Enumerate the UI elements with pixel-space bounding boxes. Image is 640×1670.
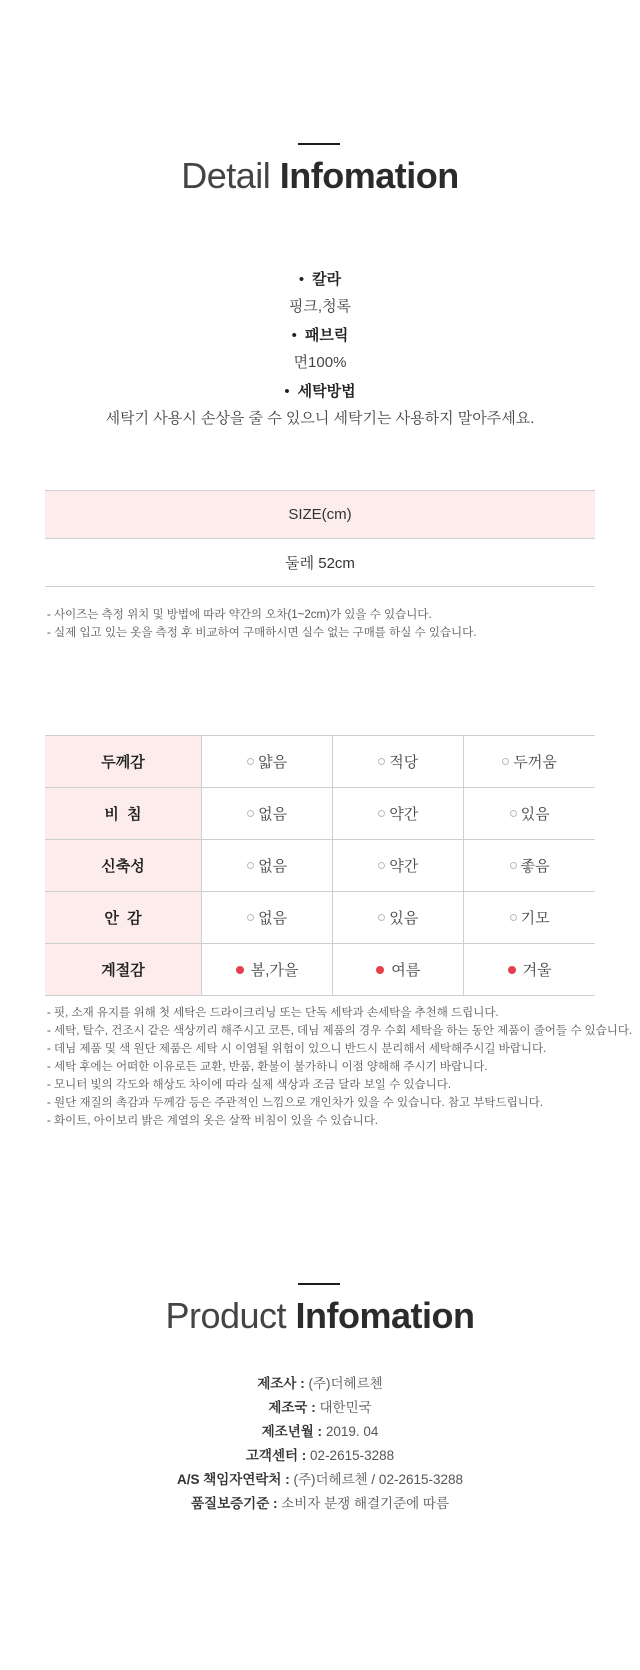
spec-value: 면100% <box>293 354 347 371</box>
spec-color <box>0 268 640 316</box>
attr-option: 겨울 <box>522 962 552 979</box>
attr-row-season <box>45 944 595 996</box>
spec-value: 세탁기 사용시 손상을 줄 수 있으니 세탁기는 사용하지 말아주세요. <box>105 410 535 427</box>
note-line: - 핏, 소재 유지를 위해 첫 세탁은 드라이크리닝 또는 단독 세탁과 손세탁을 추천해 드립니다. <box>47 1007 499 1019</box>
note-line: - 세탁, 탈수, 건조시 같은 색상끼리 해주시고 코튼, 데님 제품의 경우 수회 세탁을 하는 동안 제품이 줄어들 수 있습니다. <box>47 1025 633 1037</box>
attr-row-sheerness <box>45 788 595 840</box>
info-country <box>0 1396 640 1420</box>
spec-label: 패브릭 <box>304 327 349 344</box>
attr-row-thickness <box>45 736 595 788</box>
attr-option: 없음 <box>258 858 288 875</box>
attr-option: 없음 <box>258 910 288 927</box>
attr-option: 두꺼움 <box>513 754 557 771</box>
spec-fabric <box>0 324 640 372</box>
info-maker <box>0 1372 640 1396</box>
selected-dot-icon <box>236 966 244 974</box>
selected-dot-icon <box>376 966 384 974</box>
empty-circle-icon <box>378 862 385 869</box>
empty-circle-icon <box>502 758 509 765</box>
info-quality <box>0 1492 640 1516</box>
note-line: - 원단 재질의 촉감과 두께감 등은 주관적인 느낌으로 개인차가 있을 수 있습니다. 참고 부탁드립니다. <box>47 1097 544 1109</box>
attribute-table <box>45 735 595 996</box>
selected-dot-icon <box>508 966 516 974</box>
title-divider <box>298 143 340 145</box>
info-label: 품질보증기준 : <box>190 1496 278 1511</box>
attr-label: 신축성 <box>45 840 202 892</box>
attr-row-lining <box>45 892 595 944</box>
empty-circle-icon <box>247 810 254 817</box>
product-title-light: Product <box>165 1295 287 1336</box>
bullet-icon: • <box>298 271 305 288</box>
attr-option: 있음 <box>520 806 550 823</box>
info-value: 02-2615-3288 <box>310 1448 395 1463</box>
product-title <box>0 1295 640 1337</box>
info-label: 제조사 : <box>257 1376 305 1391</box>
attr-label: 비 침 <box>45 788 202 840</box>
info-value: 2019. 04 <box>325 1424 379 1439</box>
info-support <box>0 1444 640 1468</box>
attr-option: 적당 <box>389 754 419 771</box>
note-line: - 화이트, 아이보리 밝은 계열의 옷은 살짝 비침이 있을 수 있습니다. <box>47 1115 379 1127</box>
empty-circle-icon <box>378 810 385 817</box>
info-value: (주)더헤르첸 <box>308 1376 383 1391</box>
size-notes <box>47 606 607 642</box>
care-notes <box>47 1004 633 1130</box>
info-label: 고객센터 : <box>245 1448 307 1463</box>
attr-option: 약간 <box>389 806 419 823</box>
attr-option: 없음 <box>258 806 288 823</box>
size-value: 둘레 52cm <box>285 555 355 572</box>
empty-circle-icon <box>378 758 385 765</box>
attr-option: 좋음 <box>520 858 550 875</box>
product-info-list <box>0 1372 640 1516</box>
note-line: - 데님 제품 및 색 원단 제품은 세탁 시 이염될 위험이 있으니 반드시 분리해서 세탁해주시길 바랍니다. <box>47 1043 547 1055</box>
detail-title-bold: Infomation <box>279 155 459 196</box>
attr-option: 약간 <box>389 858 419 875</box>
info-label: A/S 책임자연락처 : <box>176 1472 290 1487</box>
spec-value: 핑크,청록 <box>288 298 352 315</box>
size-header-row <box>45 491 595 539</box>
size-value-row <box>45 539 595 587</box>
detail-title <box>0 155 640 197</box>
product-title-bold: Infomation <box>295 1295 475 1336</box>
bullet-icon: • <box>284 383 290 400</box>
info-date <box>0 1420 640 1444</box>
attr-option: 기모 <box>520 910 550 927</box>
info-as-contact <box>0 1468 640 1492</box>
detail-title-light: Detail <box>181 155 271 196</box>
empty-circle-icon <box>378 914 385 921</box>
attr-label: 안 감 <box>45 892 202 944</box>
empty-circle-icon <box>247 914 254 921</box>
empty-circle-icon <box>510 914 517 921</box>
empty-circle-icon <box>510 810 517 817</box>
info-value: (주)더헤르첸 / 02-2615-3288 <box>293 1472 464 1487</box>
attr-option: 있음 <box>389 910 419 927</box>
attr-label: 계절감 <box>45 944 202 996</box>
note-line: - 세탁 후에는 어떠한 이유로든 교환, 반품, 환불이 불가하니 이점 양해해 주시기 바랍니다. <box>47 1061 488 1073</box>
attr-option: 봄,가을 <box>250 962 299 979</box>
note-line: - 실제 입고 있는 옷을 측정 후 비교하여 구매하시면 실수 없는 구매를 하실 수 있습니다. <box>47 627 477 639</box>
info-label: 제조년월 : <box>261 1424 323 1439</box>
title-divider <box>298 1283 340 1285</box>
info-value: 대한민국 <box>319 1400 372 1415</box>
note-line: - 모니터 빛의 각도와 해상도 차이에 따라 실제 색상과 조금 달라 보일 수 있습니다. <box>47 1079 452 1091</box>
attr-label: 두께감 <box>45 736 202 788</box>
empty-circle-icon <box>247 758 254 765</box>
spec-label: 세탁방법 <box>297 383 356 400</box>
attr-option: 여름 <box>391 962 421 979</box>
info-label: 제조국 : <box>268 1400 316 1415</box>
bullet-icon: • <box>291 327 297 344</box>
empty-circle-icon <box>510 862 517 869</box>
size-header: SIZE(cm) <box>288 506 352 523</box>
spec-label: 칼라 <box>312 271 342 288</box>
note-line: - 사이즈는 측정 위치 및 방법에 따라 약간의 오차(1~2cm)가 있을 수 있습니다. <box>47 609 432 621</box>
size-table <box>45 490 595 587</box>
empty-circle-icon <box>247 862 254 869</box>
info-value: 소비자 분쟁 해결기준에 따름 <box>281 1496 449 1511</box>
spec-washing <box>0 380 640 428</box>
attr-row-stretch <box>45 840 595 892</box>
attr-option: 얇음 <box>258 754 288 771</box>
